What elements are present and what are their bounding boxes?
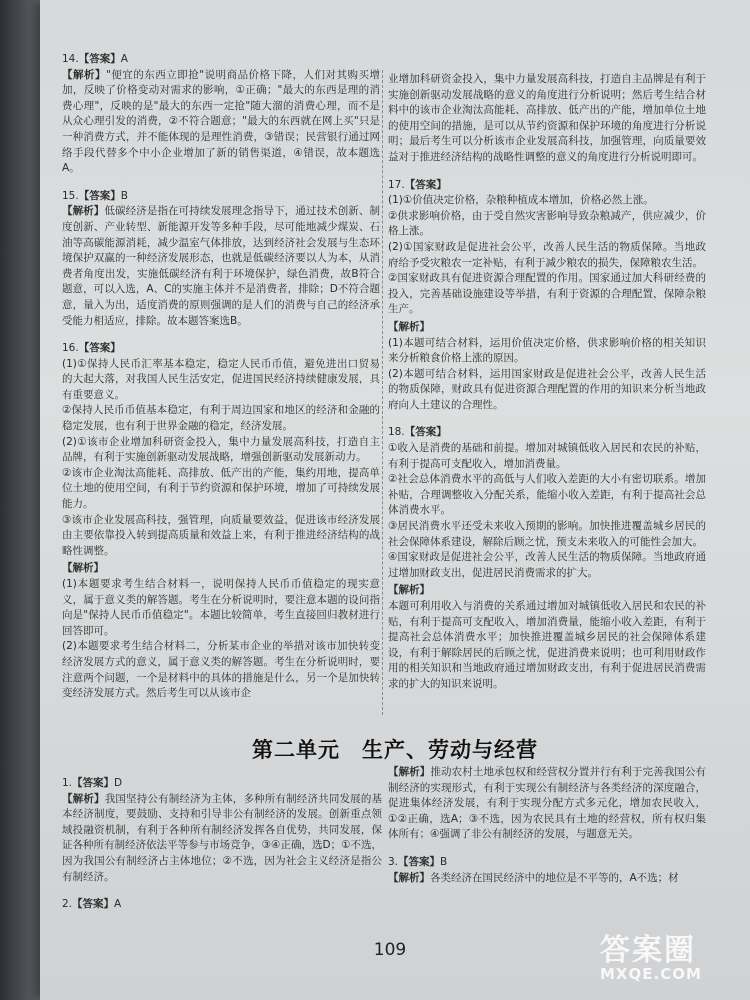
answer-tag: 【答案】 [78,53,121,65]
question-number: 17. [388,178,405,191]
question-number: 1. [62,777,73,789]
analysis-text: 各类经济在国民经济中的地位是不平等的，A不选；材 [430,871,679,884]
analysis-paragraph: 本题可利用收入与消费的关系通过增加对城镇低收入居民和农民的补贴，有利于提高可支配收入，增加消费量，能缩小收入差距，有利于提高社会总体消费水平；加快推进覆盖城乡居民的社会保障体系建设，有利于解除居民的后顾之忧，促进消费来说明；也可利用财政作用的相关知识和当地政府通过增加财政支出，有利于促进居民消费需求的扩大的知识来说明。 [388,600,706,690]
page-number: 109 [373,940,407,960]
question-16 [62,341,380,702]
question-number: 16. [62,342,79,355]
answer-tag: 【答案】 [72,777,115,789]
analysis-text: 我国坚持公有制经济为主体，多种所有制经济共同发展的基本经济制度，要鼓励、支持和引导非公有制经济的发展。创新重点领域投融资机制，有利于各种所有制经济发挥各自优势，共同发展，保证各种所有制经济依法平等参与市场竞争，③④正确，选D；①不选，因为我国公有制经济占主体地位；②不选，因为社会主义经济是指公有制经济。 [62,792,383,883]
analysis-label: 【解析】 [388,584,430,597]
left-column [62,52,380,714]
analysis-paragraph: (2)本题要求考生结合材料二，分析某市企业的举措对该市加快转变经济发展方式的意义，属于意义类的解答题。考生在分析说明时，要注意两个问题，一个是材料中的具体的措施是什么，另一个是加快转变经济发展方式。然后考生可以从该市企 [62,640,380,700]
analysis-text: 推动农村土地承包权和经营权分置并行有利于完善我国公有制经济的实现形式，有利于实现公有制经济与各类经济的深度融合，促进集体经济发展，有利于实现分配方式多元化，增加农民收入，①②正确，选A；③不选，因为农民具有土地的经营权，所有权归集体所有；④强调了非公有制经济的发展，与题意无关。 [388,766,707,841]
question-number: 15. [62,189,79,202]
analysis-label: 【解析】 [388,320,430,333]
answer-paragraph: ③该市企业发展高科技，强管理，向质量要效益，促进该市经济发展由主要依靠投入转到提高质量和效益上来，有利于推进经济结构的战略性调整。 [62,513,380,557]
analysis-paragraph: (1)本题要求考生结合材料一，说明保持人民币币值稳定的现实意义，属于意义类的解答题。考生在分析说明时，要注意本题的设问指向是"保持人民币币值稳定"。本题比较简单，考生直接回归教材进行回答即可。 [62,578,380,637]
analysis-paragraph: 业增加科研资金投入，集中力量发展高科技，打造自主品牌是有利于实施创新驱动发展战略的意义的角度进行分析说明；然后考生结合材料中的该市企业淘汰高能耗、高排放、低产出的产能，增加单位土地的使用空间的措施，是可以从节约资源和保护环境的角度进行分析说明；最后考生可以分析该市企业发展高科技，加强管理，向质量要效益对于推进经济结构的战略性调整的意义的角度进行分析说明即可。 [388,73,706,163]
answer-value: A [120,53,128,65]
answer-paragraph: (2)①该市企业增加科研资金投入，集中力量发展高科技，打造自主品牌，有利于实施创新驱动发展战略，增强创新驱动发展新动力。 [62,435,380,464]
answer-value: B [120,189,128,202]
answer-paragraph: (2)①国家财政是促进社会公平，改善人民生活的物质保障。当地政府给予受灾粮农一定补贴，有利于减少粮农的损失，保障粮农生活。 [388,240,706,269]
analysis-paragraph: (1)本题可结合材料，运用价值决定价格，供求影响价格的相关知识来分析粮食价格上涨的原因。 [388,336,706,365]
question-number: 18. [388,426,405,439]
answer-paragraph: ②保持人民币币值基本稳定，有利于周边国家和地区的经济和金融的稳定发展，也有利于世界金融的稳定，经济发展。 [62,404,380,433]
answer-tag: 【答案】 [398,855,441,868]
answer-tag: 【答案】 [78,342,121,355]
right-column [388,72,706,705]
site-watermark [600,925,745,995]
bottom-left-column [62,776,382,925]
question-18 [388,425,706,692]
unit-question-3 [388,855,706,886]
question-15 [62,189,380,329]
answer-tag: 【答案】 [404,178,447,191]
answer-value: B [440,855,448,868]
analysis-label: 【解析】 [388,871,430,884]
answer-paragraph: ②供求影响价格，由于受自然灾害影响导致杂粮减产，供应减少，价格上涨。 [388,209,706,238]
answer-tag: 【答案】 [404,426,447,439]
watermark-logo-text: 答案圈 [600,933,696,968]
column-divider [382,70,383,715]
analysis-text: 低碳经济是指在可持续发展理念指导下，通过技术创新、制度创新、产业转型、新能源开发等多种手段，尽可能地减少煤炭、石油等高碳能源消耗，减少温室气体排放，达到经济社会发展与生态环境保护双赢的一种经济发展形态，也就是低碳经济要以人为本，从消费者角度出发，实施低碳经济有利于环境保护，绿色消费，故B符合题意，可以入选，A、C的实施主体并不是消费者，排除；D不符合题意，量入为出，适度消费的原则强调的是人们的消费与自己的经济承受能力相适应，排除。故本题答案选B。 [62,205,381,327]
analysis-label: 【解析】 [62,562,104,575]
analysis-paragraph: (2)本题可结合材料，运用国家财政是促进社会公平，改善人民生活的物质保障，财政具有促进资源合理配置的作用的知识来分析当地政府向人土建议的合理性。 [388,367,706,411]
question-number: 3. [388,855,399,868]
question-14 [62,52,380,177]
answer-paragraph: (1)①保持人民币汇率基本稳定，稳定人民币币值，避免进出口贸易的大起大落，对我国人民生活安定，促进国民经济持续健康发展，具有重要意义。 [62,357,380,401]
answer-paragraph: ④国家财政是促进社会公平，改善人民生活的物质保障。当地政府通过增加财政支出，促进居民消费需求的扩大。 [388,551,706,579]
bottom-right-column [388,765,706,898]
answer-paragraph: (1)①价值决定价格，杂粮种植成本增加，价格必然上涨。 [388,194,654,207]
analysis-label: 【解析】 [62,792,105,805]
analysis-label: 【解析】 [388,766,431,778]
answer-value: D [114,777,123,789]
answer-paragraph: ③居民消费水平还受未来收入预期的影响。加快推进覆盖城乡居民的社会保障体系建设，解除后顾之忧，预支未来收入的可能性会加大。 [388,520,706,548]
question-number: 14. [62,53,79,65]
answer-paragraph: ②社会总体消费水平的高低与人们收入差距的大小有密切联系。增加补贴，合理调整收入分配关系，能缩小收入差距，有利于提高社会总体消费水平。 [388,473,706,517]
answer-value: A [114,898,122,911]
question-17 [388,178,706,414]
question-16-continued [388,72,706,166]
watermark-url: MXQE.COM [600,965,702,983]
unit-question-2 [62,897,382,913]
answer-paragraph: ②该市企业淘汰高能耗、高排放、低产出的产能，集约用地，提高单位土地的使用空间，有利于节约资源和保护环境，增加了可持续发展能力。 [62,466,380,511]
answer-tag: 【答案】 [78,189,121,202]
question-number: 2. [62,898,73,911]
answer-paragraph: ①收入是消费的基础和前提。增加对城镇低收入居民和农民的补贴，有利于提高可支配收入，增加消费量。 [388,442,706,470]
analysis-text: "便宜的东西立即抢"说明商品价格下降，人们对其购买增加，反映了价格变动对需求的影响，①正确；"最大的东西是理的消费心理"，反映的是"最大的东西一定抢"随大溜的消费心理，而不是从众心理引发的消费，②不符合题意；"最大的东西就在网上买"只是一种消费方式，并不能体现的是理性消费，③错误；民营银行通过网络手段代替多个中小企业增加了新的销售渠道，④错误，故本题选A。 [62,68,380,175]
answer-paragraph: ②国家财政具有促进资源合理配置的作用。国家通过加大科研经费的投入，完善基础设施建设等举措，有利于资源的合理配置，保障杂粮生产。 [388,272,706,316]
analysis-label: 【解析】 [62,68,106,81]
analysis-label: 【解析】 [62,205,105,218]
answer-tag: 【答案】 [72,898,115,911]
unit-question-2-analysis [388,765,706,843]
unit-title: 第二单元 生产、劳动与经营 [252,737,538,762]
unit-question-1 [62,776,382,885]
book-page [40,0,750,1000]
